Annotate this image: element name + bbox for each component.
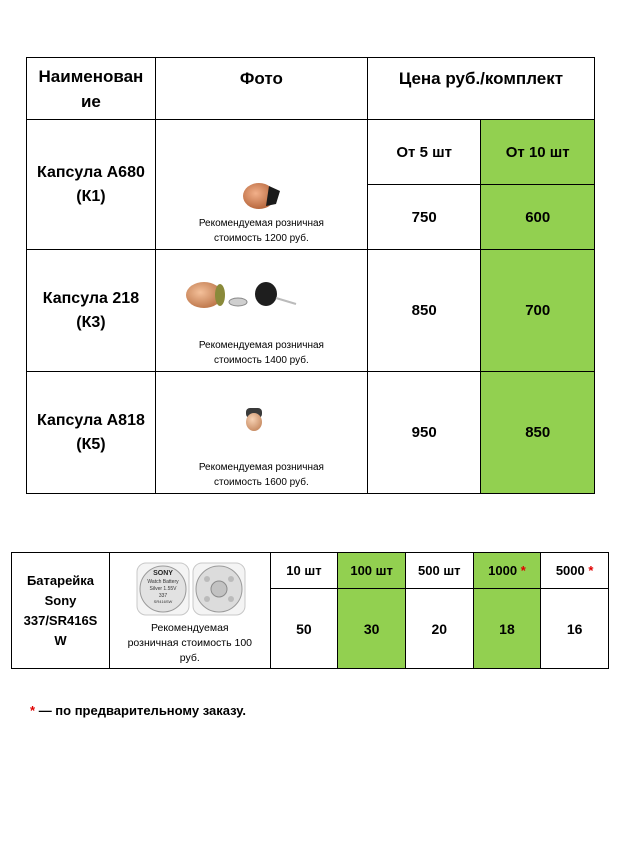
battery-price-100: 30 xyxy=(338,589,406,669)
product-name-k3: Капсула 218 (К3) xyxy=(27,250,156,372)
battery-brand-text: SONY xyxy=(152,570,173,577)
capsule-a680-image xyxy=(156,146,367,216)
header-photo: Фото xyxy=(155,58,367,120)
battery-price-500: 20 xyxy=(405,589,473,669)
tier-500: 500 шт xyxy=(405,553,473,589)
header-price: Цена руб./комплект xyxy=(367,58,594,120)
battery-photo-cell xyxy=(109,553,270,669)
footnote-text: — по предварительному заказу. xyxy=(38,703,246,718)
tier-100: 100 шт xyxy=(338,553,406,589)
capsule-a818-image xyxy=(156,372,367,460)
battery-price-10: 50 xyxy=(270,589,338,669)
price-10-k5: 850 xyxy=(481,372,595,494)
price-5-k3: 850 xyxy=(367,250,481,372)
battery-voltage-text: Silver 1.55V xyxy=(149,586,177,592)
recommended-price-note-k3: Рекомендуемая розничная стоимость 1400 руб. xyxy=(198,340,324,366)
price-5-k5: 950 xyxy=(367,372,481,494)
product-photo-k1 xyxy=(155,120,367,250)
product-photo-k3 xyxy=(155,250,367,372)
battery-recommended-note: Рекомендуемая розничная стоимость 100 руб. xyxy=(127,622,252,664)
recommended-price-note-k1: Рекомендуемая розничная стоимость 1200 руб. xyxy=(198,218,324,244)
price-10-k3: 700 xyxy=(481,250,595,372)
tier-5000: 5000 * xyxy=(541,553,609,589)
footnote xyxy=(30,703,246,718)
capsule-price-table xyxy=(26,57,595,494)
product-name-k1: Капсула А680 (К1) xyxy=(27,120,156,250)
battery-price-1000: 18 xyxy=(473,589,541,669)
battery-type-text: Watch Battery xyxy=(147,579,179,585)
recommended-price-note-k5: Рекомендуемая розничная стоимость 1600 руб. xyxy=(198,462,324,488)
preorder-star: * xyxy=(520,563,526,578)
sony-battery-image xyxy=(110,559,270,621)
battery-code-text: SR416SW xyxy=(153,599,173,604)
price-5-k1: 750 xyxy=(367,185,481,250)
preorder-star: * xyxy=(588,563,594,578)
battery-name: Батарейка Sony 337/SR416S W xyxy=(12,553,110,669)
battery-model-text: 337 xyxy=(158,593,167,599)
battery-price-table xyxy=(11,552,609,669)
price-10-k1: 600 xyxy=(481,185,595,250)
tier-10: 10 шт xyxy=(270,553,338,589)
product-name-k5: Капсула А818 (К5) xyxy=(27,372,156,494)
capsule-218-image xyxy=(156,250,367,338)
header-name: Наименование xyxy=(27,58,156,120)
product-photo-k5 xyxy=(155,372,367,494)
tier-1000: 1000 * xyxy=(473,553,541,589)
battery-price-5000: 16 xyxy=(541,589,609,669)
footnote-star: * xyxy=(30,703,36,718)
tier-header-10: От 10 шт xyxy=(481,120,595,185)
tier-header-5: От 5 шт xyxy=(367,120,481,185)
